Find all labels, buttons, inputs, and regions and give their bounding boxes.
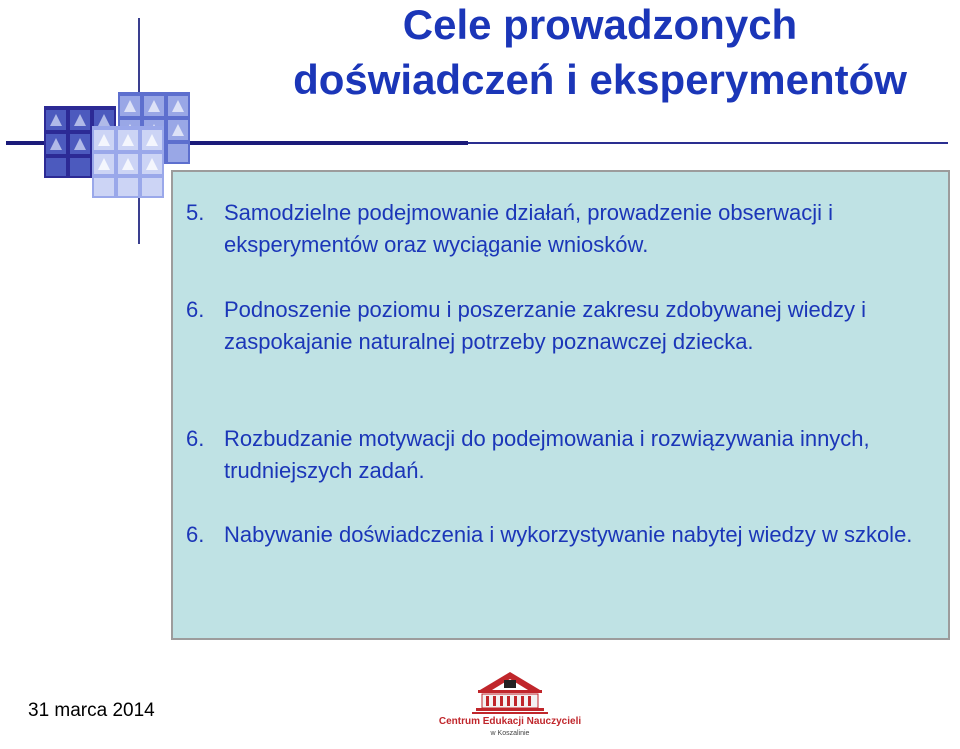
title-line-2: doświadczeń i eksperymentów bbox=[293, 56, 907, 103]
list-item-number: 6. bbox=[186, 297, 205, 322]
horizontal-divider-light bbox=[468, 142, 948, 144]
logo-subtext: w Koszalinie bbox=[490, 730, 530, 737]
footer-date: 31 marca 2014 bbox=[28, 700, 155, 721]
list-item-text: Podnoszenie poziomu i poszerzanie zakresu zdobywanej wiedzy i zaspokajanie naturalnej potrzeby poznawczej dziecka. bbox=[224, 297, 867, 354]
list-item bbox=[186, 294, 946, 358]
title-line-1: Cele prowadzonych bbox=[402, 1, 798, 48]
list-item-number: 6. bbox=[186, 522, 205, 547]
cen-logo bbox=[430, 668, 590, 744]
list-item bbox=[186, 197, 946, 261]
list-item bbox=[186, 519, 946, 551]
decorative-square-light bbox=[92, 126, 164, 198]
list-item-text: Samodzielne podejmowanie działań, prowadzenie obserwacji i eksperymentów oraz wyciąganie wniosków. bbox=[224, 200, 834, 257]
logo-text: Centrum Edukacji Nauczycieli bbox=[438, 716, 582, 727]
school-building-icon bbox=[430, 668, 590, 716]
list-item bbox=[186, 423, 946, 487]
list-item-text: Rozbudzanie motywacji do podejmowania i rozwiązywania innych, trudniejszych zadań. bbox=[224, 426, 870, 483]
list-item-number: 5. bbox=[186, 200, 205, 225]
list-item-number: 6. bbox=[186, 426, 205, 451]
list-item-text: Nabywanie doświadczenia i wykorzystywanie nabytej wiedzy w szkole. bbox=[224, 522, 913, 547]
